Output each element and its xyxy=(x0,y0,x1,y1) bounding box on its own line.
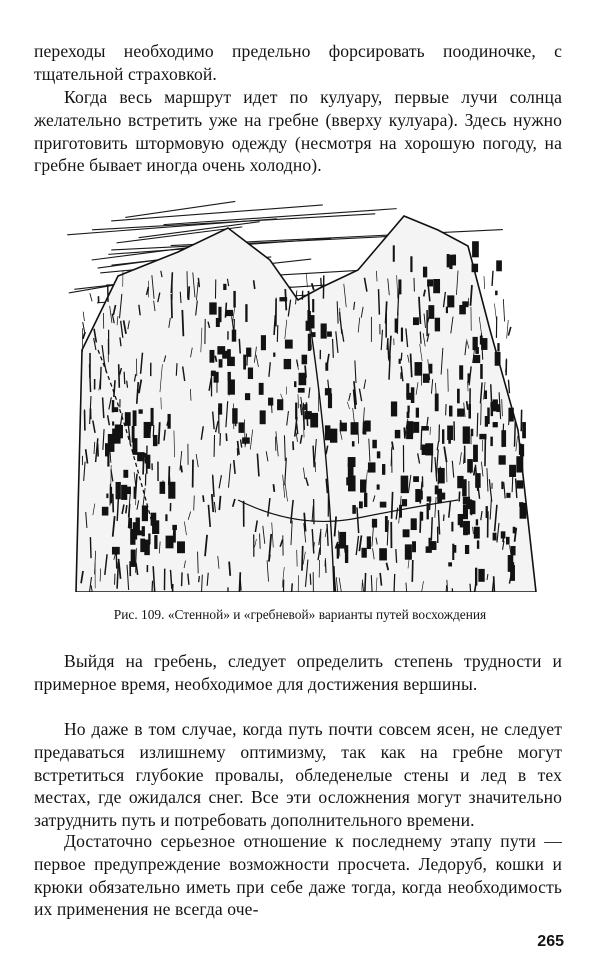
paragraph-couloir-route: Когда весь маршрут идет по кулуару, первые лучи солнца желательно встретить уже на гребне (вверху кулуара). Здесь нужно приготовить штормовую одежду (несмотря на хорошую погоду, на гребне бывает иногда очень холодно). xyxy=(34,87,562,176)
mountain-drawing xyxy=(58,200,542,592)
paragraph-continuation: переходы необходимо предельно форсировать поодиночке, с тщательной страховкой. xyxy=(34,41,562,84)
paragraph-ridge-exit: Выйдя на гребень, следует определить степень трудности и примерное время, необходимое для достижения вершины. xyxy=(34,651,562,694)
figure-caption: Рис. 109. «Стенной» и «гребневой» варианты путей восхождения xyxy=(113,607,487,622)
paragraph-ridge-hazards: Но даже в том случае, когда путь почти совсем ясен, не следует предаваться излишнему оптимизму, так как на гребне могут встретиться глубокие провалы, обледенелые стены и лед в тех местах, где ожидался снег. Все эти осложнения могут значительно затруднить путь и потребовать дополнительного времени. xyxy=(34,719,562,831)
paragraph-final-stage: Достаточно серьезное отношение к последнему этапу пути — первое предупреждение возможности просчета. Ледоруб, кошки и крюки обязательно иметь при себе даже тогда, когда необходимость их применения не всегда оче- xyxy=(34,831,562,920)
page-number: 265 xyxy=(537,933,564,950)
mountain-illustration xyxy=(58,200,542,592)
